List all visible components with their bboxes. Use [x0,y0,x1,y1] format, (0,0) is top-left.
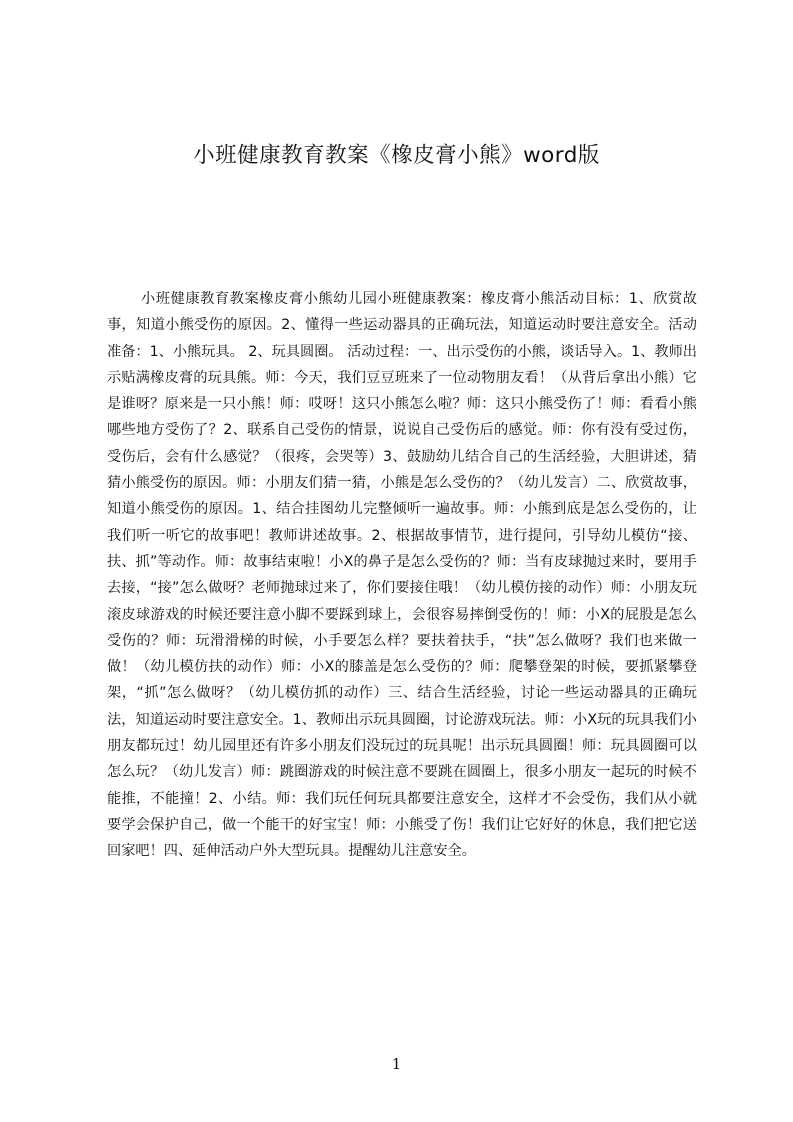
document-body: 小班健康教育教案橡皮膏小熊幼儿园小班健康教案：橡皮膏小熊活动目标：1、欣赏故事，知道小熊受伤的原因。2、懂得一些运动器具的正确玩法，知道运动时要注意安全。活动准备：1、小熊玩具。 2、玩具圆圈。 活动过程：一、出示受伤的小熊，谈话导入。1、教师出示贴满橡皮膏的玩具熊。师：今天，我们豆豆班来了一位动物朋友看！（从背后拿出小熊）它是谁呀？原来是一只小熊！师：哎呀！这只小熊怎么啦？师：这只小熊受伤了！师：看看小熊哪些地方受伤了？2、联系自己受伤的情景，说说自己受伤后的感觉。师：你有没有受过伤，受伤后，会有什么感觉？（很疼，会哭等）3、鼓励幼儿结合自己的生活经验，大胆讲述，猜猜小熊受伤的原因。师：小朋友们猜一猜，小熊是怎么受伤的？（幼儿发言）二、欣赏故事，知道小熊受伤的原因。1、结合挂图幼儿完整倾听一遍故事。师：小熊到底是怎么受伤的，让我们听一听它的故事吧！教师讲述故事。2、根据故事情节，进行提问，引导幼儿模仿“接、扶、抓”等动作。师：故事结束啦！小X的鼻子是怎么受伤的？师：当有皮球抛过来时，要用手去接，“接”怎么做呀？老师抛球过来了，你们要接住哦！（幼儿模仿接的动作）师：小朋友玩滚皮球游戏的时候还要注意小脚不要踩到球上，会很容易摔倒受伤的！师：小X的屁股是怎么受伤的？师：玩滑滑梯的时候，小手要怎么样？要扶着扶手，“扶”怎么做呀？我们也来做一做！（幼儿模仿扶的动作）师：小X的膝盖是怎么受伤的？师：爬攀登架的时候，要抓紧攀登架，“抓”怎么做呀？（幼儿模仿抓的动作）三、结合生活经验，讨论一些运动器具的正确玩法，知道运动时要注意安全。1、教师出示玩具圆圈，讨论游戏玩法。师：小X玩的玩具我们小朋友都玩过！幼儿园里还有许多小朋友们没玩过的玩具呢！出示玩具圆圈！师：玩具圆圈可以怎么玩？（幼儿发言）师：跳圈游戏的时候注意不要跳在圆圈上，很多小朋友一起玩的时候不能推，不能撞！2、小结。师：我们玩任何玩具都要注意安全，这样才不会受伤，我们从小就要学会保护自己，做一个能干的好宝宝！师：小熊受了伤！我们让它好好的休息，我们把它送回家吧！四、延伸活动户外大型玩具。提醒幼儿注意安全。 [107,291,697,860]
document-title: 小班健康教育教案《橡皮膏小熊》word版 [193,143,600,168]
page-number: 1 [391,1055,402,1073]
